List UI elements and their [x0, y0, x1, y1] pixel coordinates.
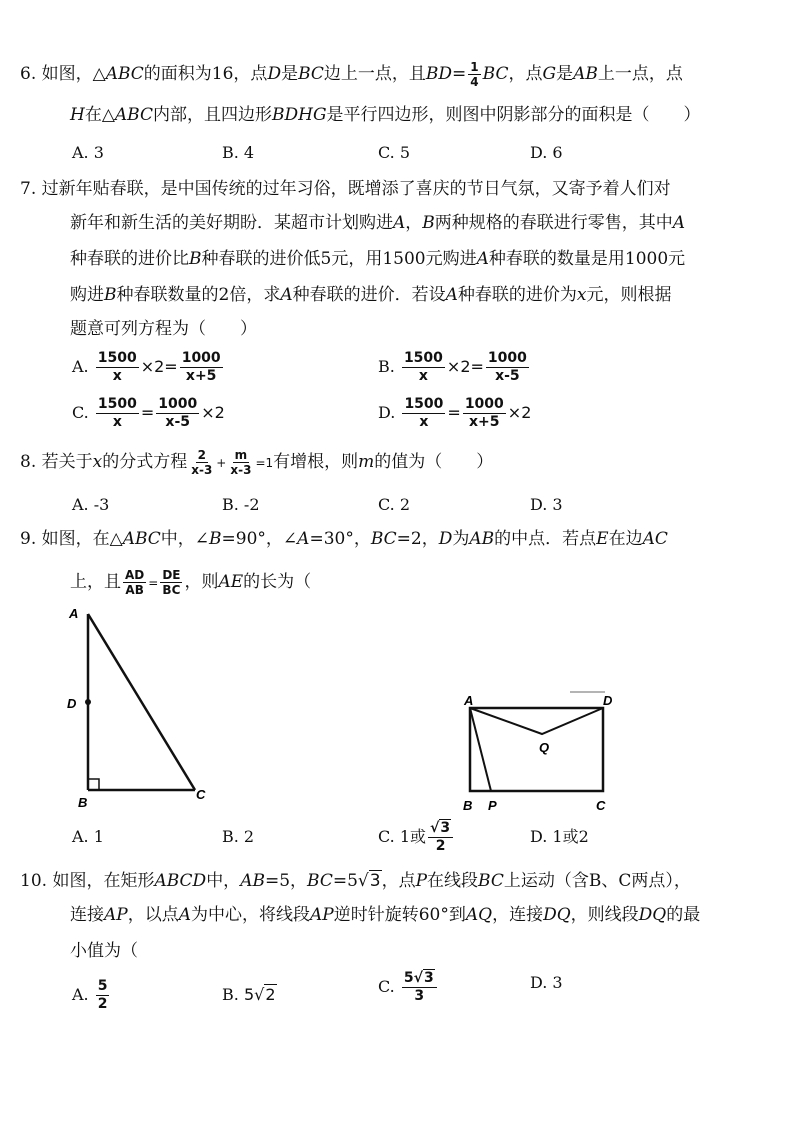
q8-option-a[interactable]: A. -3 — [72, 495, 110, 514]
frac — [96, 978, 110, 1013]
operator: ×2 — [201, 403, 225, 422]
frac-num: 1500 — [404, 396, 444, 412]
q10-line1 — [20, 870, 691, 892]
q10-var: AP — [310, 905, 334, 925]
point-d — [85, 699, 91, 705]
q10-line3: 小值为（ — [70, 941, 138, 961]
q8-text: 有增根，则 — [273, 452, 359, 472]
frac-num: 1000 — [464, 396, 504, 412]
frac — [228, 448, 253, 477]
q8-var: x — [92, 452, 103, 472]
option-label: A. — [72, 985, 89, 1004]
frac-num: 1 — [470, 60, 479, 74]
q6-text: 在△ — [84, 105, 115, 125]
q7-text: 种春联的进价为 — [457, 285, 577, 305]
segments-aq-dq — [470, 708, 603, 734]
q9-text: 的长为（ — [243, 572, 312, 592]
frac — [402, 396, 445, 431]
q10-var: AQ — [465, 905, 493, 925]
label-p: P — [488, 798, 497, 813]
q10-option-a[interactable] — [72, 978, 111, 1013]
frac-den: x — [112, 368, 122, 384]
q10-text: 在线段 — [427, 871, 479, 891]
operator: + — [216, 456, 227, 470]
q9-var: D — [438, 529, 453, 549]
label-b: B — [463, 798, 473, 813]
q10-rectangle-figure — [455, 688, 635, 818]
frac-num: 1000 — [487, 350, 527, 366]
q9-option-b[interactable]: B. 2 — [222, 827, 255, 846]
q8-line1 — [20, 448, 493, 477]
q8-var: m — [358, 452, 375, 472]
q7-option-a[interactable] — [72, 350, 225, 385]
q9-var: AC — [642, 529, 668, 549]
q6-var: BD — [425, 64, 453, 84]
operator: ×2= — [140, 357, 178, 376]
q10-option-c[interactable] — [378, 970, 439, 1005]
frac-num — [428, 820, 453, 838]
rect-abcd — [470, 708, 603, 791]
q9-var: E — [596, 529, 609, 549]
label-c: C — [196, 787, 206, 802]
frac-den: x-3 — [230, 463, 252, 477]
q7-option-b[interactable] — [378, 350, 531, 385]
frac-den: 4 — [470, 75, 479, 89]
q10-line2 — [70, 904, 700, 926]
q7-var: B — [189, 249, 202, 269]
frac-den: BC — [162, 583, 181, 597]
q7-text: 种春联的进价．若设 — [292, 285, 446, 305]
q10-text: 逆时针旋转60°到 — [333, 905, 466, 925]
operator: ×2= — [446, 357, 484, 376]
frac-num: 1000 — [181, 350, 221, 366]
q10-text: 上运动（含B、C两点）， — [503, 871, 691, 891]
frac — [180, 350, 223, 385]
q6-text: 内部，且四边形 — [153, 105, 272, 125]
q10-option-d[interactable]: D. 3 — [530, 973, 563, 992]
q7-option-d[interactable] — [378, 396, 531, 431]
frac-den: x — [419, 414, 429, 430]
q9-option-c[interactable] — [378, 820, 455, 855]
label-c: C — [596, 798, 606, 813]
q6-text: 6. 如图，△ — [20, 64, 106, 84]
frac-den: x — [418, 368, 428, 384]
q7-var: B — [104, 285, 117, 305]
option-label: B. — [378, 357, 395, 376]
q9-option-a[interactable]: A. 1 — [72, 827, 104, 846]
q8-text: 的分式方程 — [102, 452, 188, 472]
q10-option-b[interactable] — [222, 984, 277, 1006]
label-d: D — [603, 693, 613, 708]
label-q: Q — [539, 740, 550, 755]
label-d: D — [67, 696, 77, 711]
q6-text: 是 — [281, 64, 299, 84]
q7-var: A — [672, 213, 686, 233]
q7-line3 — [70, 248, 685, 270]
q9-text: 为 — [452, 529, 470, 549]
frac — [428, 820, 453, 855]
q8-option-d[interactable]: D. 3 — [530, 495, 563, 514]
q6-var: BDHG — [272, 105, 327, 125]
frac-num: AD — [125, 568, 145, 582]
radicand: 3 — [369, 871, 381, 891]
frac — [160, 568, 182, 597]
frac-num: 5 — [97, 978, 108, 994]
frac — [463, 396, 506, 431]
q6-var: G — [542, 64, 557, 84]
q10-text: 为中心，将线段 — [191, 905, 310, 925]
frac — [96, 396, 139, 431]
q10-text: ，连接 — [492, 905, 544, 925]
frac-den: x+5 — [469, 414, 500, 430]
q9-var: ABC — [122, 529, 161, 549]
operator: = — [447, 403, 461, 422]
q6-var: BC — [482, 64, 509, 84]
frac — [486, 350, 529, 385]
q6-var: D — [267, 64, 282, 84]
q9-text: 在边 — [608, 529, 643, 549]
q7-var: x — [576, 285, 587, 305]
q9-text: 9. 如图，在△ — [20, 529, 123, 549]
q9-text: 上，且 — [70, 572, 121, 592]
q9-text: ，则 — [184, 572, 219, 592]
frac — [96, 350, 139, 385]
q9-text: 中，∠ — [160, 529, 210, 549]
q7-text: 种春联的数量是用1000元 — [488, 249, 686, 269]
sqrt: √3 — [430, 820, 451, 836]
frac-den: x-5 — [165, 414, 191, 430]
q6-text: 边上一点，且 — [323, 64, 426, 84]
q10-var: BC — [478, 871, 504, 891]
option-text: C. 1或 — [378, 827, 427, 846]
label-b: B — [78, 795, 88, 810]
q7-text: 种春联的进价低5元，用1500元购进 — [201, 249, 477, 269]
q10-var: DQ — [638, 905, 667, 925]
q10-var: DQ — [543, 905, 571, 925]
q7-var: A — [445, 285, 458, 305]
q10-text: ，则线段 — [570, 905, 639, 925]
q9-triangle-figure — [60, 600, 220, 815]
sqrt: √3 — [413, 970, 434, 986]
q8-option-c[interactable]: C. 2 — [378, 495, 411, 514]
q8-text: 的值为（ ） — [374, 452, 494, 472]
q6-fraction — [468, 60, 480, 89]
q9-text: =90°，∠ — [221, 529, 298, 549]
q6-var: ABC — [114, 105, 153, 125]
sqrt: √3 — [357, 871, 381, 891]
option-label: B. — [222, 985, 239, 1004]
frac — [189, 448, 214, 477]
q10-text: ，点 — [381, 871, 416, 891]
frac-den: x-5 — [495, 368, 520, 384]
q6-option-d[interactable]: D. 6 — [530, 143, 563, 162]
q6-var: H — [70, 105, 85, 125]
q6-var: BC — [298, 64, 324, 84]
frac-num: 1000 — [158, 396, 198, 412]
q9-var: B — [209, 529, 222, 549]
frac-num: 1500 — [97, 396, 137, 412]
frac-den: x-3 — [191, 463, 213, 477]
q7-line2 — [70, 212, 685, 234]
frac-num: m — [234, 448, 248, 462]
q10-text: 中， — [206, 871, 241, 891]
frac-den: x — [112, 414, 122, 430]
q6-line2 — [70, 104, 701, 126]
q9-option-d[interactable]: D. 1或2 — [530, 827, 589, 846]
q7-var: B — [422, 213, 435, 233]
q10-text: ，以点 — [127, 905, 179, 925]
q6-var: AB — [573, 64, 598, 84]
q10-var: AB — [240, 871, 265, 891]
q9-text: =2， — [396, 529, 439, 549]
q7-text: 两种规格的春联进行零售，其中 — [434, 213, 673, 233]
q9-var: A — [297, 529, 310, 549]
q10-text: 连接 — [70, 905, 104, 925]
radicand: 3 — [440, 820, 451, 836]
frac — [402, 350, 445, 385]
frac — [402, 970, 437, 1005]
operator: = — [148, 576, 159, 590]
q6-text: 是平行四边形，则图中阴影部分的面积是（ ） — [326, 105, 701, 125]
q10-var: ABCD — [154, 871, 207, 891]
option-label: C. — [72, 403, 89, 422]
option-label: A. — [72, 357, 89, 376]
q7-text: ， — [405, 213, 423, 233]
frac — [156, 396, 199, 431]
q6-text: ，点 — [508, 64, 543, 84]
segment-ap — [470, 708, 491, 791]
q7-var: A — [476, 249, 489, 269]
q9-line2 — [70, 568, 311, 597]
q7-line1: 7. 过新年贴春联，是中国传统的过年习俗，既增添了喜庆的节日气氛，又寄予着人们对 — [20, 179, 671, 199]
q10-var: P — [415, 871, 428, 891]
frac-den: AB — [125, 583, 144, 597]
q6-option-a[interactable]: A. 3 — [72, 143, 104, 162]
option-label: D. — [378, 403, 396, 422]
q6-text: 上一点，点 — [597, 64, 683, 84]
coefficient: 5 — [243, 985, 255, 1004]
q6-text: 是 — [556, 64, 574, 84]
coefficient: 5 — [403, 970, 414, 986]
operator: =1 — [255, 456, 274, 470]
q6-text: = — [452, 64, 467, 84]
q7-text: 种春联的进价比 — [70, 249, 189, 269]
frac-num: 1500 — [403, 350, 443, 366]
frac-den: 2 — [435, 838, 446, 854]
option-label: C. — [378, 977, 395, 996]
q9-text: 的中点．若点 — [494, 529, 597, 549]
frac-num — [402, 970, 437, 988]
q10-text: 的最 — [666, 905, 701, 925]
q7-var: A — [280, 285, 293, 305]
frac-num: DE — [162, 568, 181, 582]
q10-var: AP — [104, 905, 128, 925]
q10-var: BC — [307, 871, 333, 891]
q6-line1 — [20, 60, 683, 89]
radicand: 3 — [423, 970, 434, 986]
q7-text: 种春联数量的2倍，求 — [116, 285, 281, 305]
label-a: A — [464, 693, 474, 708]
q9-text: =30°， — [309, 529, 371, 549]
q7-option-c[interactable] — [72, 396, 225, 431]
side-ac — [88, 614, 195, 790]
operator: = — [140, 403, 155, 422]
frac — [123, 568, 146, 597]
q10-text: =5 — [332, 871, 358, 891]
q8-option-b[interactable]: B. -2 — [222, 495, 260, 514]
frac-num: 1500 — [97, 350, 137, 366]
label-a: A — [69, 606, 79, 621]
right-angle-mark — [88, 779, 99, 790]
q7-line4 — [70, 284, 671, 306]
frac-num: 2 — [197, 448, 206, 462]
q9-var: AE — [218, 572, 244, 592]
frac-den: 2 — [97, 996, 108, 1012]
q6-text: 的面积为16，点 — [143, 64, 268, 84]
radicand: 2 — [265, 985, 276, 1004]
q7-text: 购进 — [70, 285, 104, 305]
frac-den: x+5 — [185, 368, 217, 384]
q10-text: 10. 如图，在矩形 — [20, 871, 155, 891]
q8-text: 8. 若关于 — [20, 452, 93, 472]
q10-var: A — [178, 905, 191, 925]
sqrt: √2 — [254, 985, 276, 1004]
q6-var: ABC — [105, 64, 144, 84]
operator: ×2 — [507, 403, 532, 422]
q7-text: 新年和新生活的美好期盼．某超市计划购进 — [70, 213, 393, 233]
q6-option-b[interactable]: B. 4 — [222, 143, 255, 162]
q9-var: BC — [370, 529, 397, 549]
q7-text: 元，则根据 — [586, 285, 672, 305]
q6-option-c[interactable]: C. 5 — [378, 143, 411, 162]
q7-var: A — [393, 213, 406, 233]
q9-var: AB — [469, 529, 495, 549]
q10-text: =5， — [264, 871, 308, 891]
q9-line1 — [20, 528, 668, 550]
frac-den: 3 — [414, 988, 425, 1004]
q7-line5: 题意可列方程为（ ） — [70, 319, 257, 339]
